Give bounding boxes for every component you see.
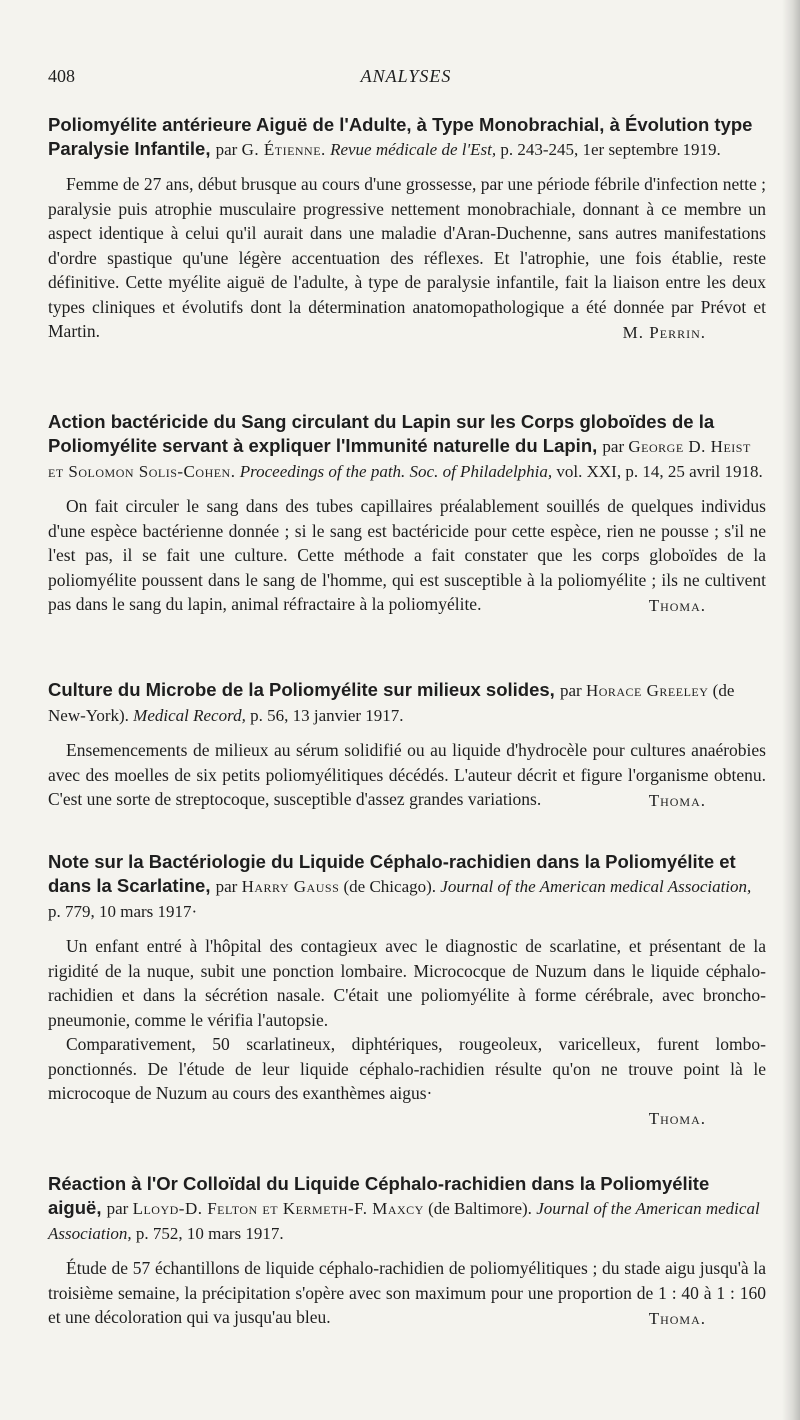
article-journal: Journal of the American medical Association, — [48, 1199, 760, 1243]
article-title-text: Réaction à l'Or Colloïdal du Liquide Céphalo-rachidien dans la Poliomyélite aiguë, — [48, 1173, 710, 1218]
article-paragraph: Comparativement, 50 scarlatineux, diphtériques, rougeoleux, varicelleux, furent lombo-ponctionnés. De l'étude de leur liquide céphalo-rachidien résulte qu'on ne trouve point là le microcoque de Nuzum au cours des exanthèmes aigus· — [48, 1034, 766, 1103]
article-journal: Medical Record, — [133, 706, 246, 725]
page-edge-shadow — [782, 0, 800, 1420]
article-paragraph: Femme de 27 ans, début brusque au cours d'une grossesse, par une période fébrile d'infection nette ; paralysie puis atrophie musculaire progressive nettement monobrachiale, donnant à ce membre un aspect identique à celui qu'il aurait dans une maladie d'Aran-Duchenne, sans autres manifestations d'ordre spastique qu'une légère accentuation des réflexes. Et l'atrophie, une fois établie, reste définitive. Cette myélite aiguë de l'adulte, à type de paralysie infantile, fait la liaison entre les deux types cliniques et évolutifs dont la détermination anatomopathologique a été donnée par Prévot et Martin. — [48, 174, 766, 341]
article-title — [48, 850, 766, 924]
citation-prefix: par — [559, 681, 582, 700]
article-place: (de New-York). — [48, 681, 735, 725]
citation-prefix: par — [215, 140, 238, 159]
article-body — [48, 494, 766, 618]
article-authors: Harry Gauss — [241, 877, 340, 896]
article-journal: Revue médicale de l'Est, — [330, 140, 497, 159]
article-details: p. 779, 10 mars 1917· — [48, 902, 198, 921]
article-body — [48, 934, 766, 1131]
article-title-text: Culture du Microbe de la Poliomyélite sur milieux solides, — [48, 679, 555, 700]
article-authors: G. Étienne. — [241, 140, 326, 159]
article-title — [48, 410, 766, 484]
article-body — [48, 738, 766, 813]
article-place: (de Baltimore). — [428, 1199, 532, 1218]
article-details: vol. XXI, p. 14, 25 avril 1918. — [556, 462, 763, 481]
article-details: p. 752, 10 mars 1917. — [135, 1224, 284, 1243]
article-signature: Thoma. — [648, 595, 706, 615]
page-number: 408 — [48, 66, 75, 86]
article-signature: Thoma. — [648, 1308, 706, 1328]
citation-prefix: par — [106, 1199, 129, 1218]
article-signature: Thoma. — [648, 790, 706, 810]
article-paragraph: Ensemencements de milieux au sérum solidifié ou au liquide d'hydrocèle pour cultures anaérobies avec des moelles de six petits poliomyélitiques décédés. L'auteur décrit et figure l'organisme obtenu. C'est une sorte de streptocoque, susceptible d'assez grandes variations. — [48, 740, 766, 809]
article-title-text: Poliomyélite antérieure Aiguë de l'Adulte, à Type Monobrachial, à Évolution type Paralysie Infantile, — [48, 114, 753, 159]
article-place: (de Chicago). — [343, 877, 437, 896]
article-journal: Journal of the American medical Association, — [440, 877, 752, 896]
article-title — [48, 1172, 766, 1246]
article-body — [48, 1256, 766, 1331]
article-body — [48, 172, 766, 345]
article-authors: Horace Greeley — [585, 681, 709, 700]
article-journal: Proceedings of the path. Soc. of Philadelphia, — [239, 462, 553, 481]
article-paragraph: Un enfant entré à l'hôpital des contagieux avec le diagnostic de scarlatine, et présentant de la rigidité de la nuque, subit une ponction lombaire. Micrococque de Nuzum dans le liquide céphalo-rachidien et dans la sécrétion nasale. C'était une poliomyélite à forme cérébrale, avec broncho-pneumonie, comme le vérifia l'autopsie. — [48, 936, 766, 1030]
article-authors: George D. Heist et Solomon Solis-Cohen. — [48, 437, 751, 481]
running-head — [48, 66, 764, 90]
citation-prefix: par — [215, 877, 238, 896]
article-title — [48, 678, 766, 728]
article-details: p. 56, 13 janvier 1917. — [250, 706, 404, 725]
article-title-text: Action bactéricide du Sang circulant du Lapin sur les Corps globoïdes de la Poliomyélite servant à expliquer l'Immunité naturelle du Lapin, — [48, 411, 715, 456]
article-authors: Lloyd-D. Felton et Kermeth-F. Maxcy — [132, 1199, 424, 1218]
article-paragraph: Étude de 57 échantillons de liquide céphalo-rachidien de poliomyélitiques ; du stade aigu jusqu'à la troisième semaine, la précipitation s'opère avec son maximum pour une proportion de 1 : 40 à 1 : 160 et une décoloration qui va jusqu'au bleu. — [48, 1258, 766, 1327]
article-signature: Thoma. — [648, 1108, 706, 1128]
article-4 — [48, 850, 766, 1131]
article-title — [48, 113, 766, 162]
article-5 — [48, 1172, 766, 1331]
article-details: p. 243-245, 1er septembre 1919. — [500, 140, 721, 159]
article-2 — [48, 410, 766, 618]
article-paragraph: On fait circuler le sang dans des tubes capillaires préalablement souillés de quelques individus d'une espèce bactérienne donnée ; si le sang est bactéricide pour cette espèce, rien ne pousse ; s'il ne l'est pas, il se fait une culture. Cette méthode a fait constater que les corps globoïdes de la poliomyélite poussent dans le sang de l'homme, qui est susceptible à la poliomyélite ; ils ne cultivent pas dans le sang du lapin, animal réfractaire à la poliomyélite. — [48, 496, 766, 614]
article-1 — [48, 113, 766, 345]
article-title-text: Note sur la Bactériologie du Liquide Céphalo-rachidien dans la Poliomyélite et dans la Scarlatine, — [48, 851, 736, 896]
citation-prefix: par — [602, 437, 625, 456]
article-3 — [48, 678, 766, 813]
running-title: ANALYSES — [360, 66, 452, 86]
article-signature: M. Perrin. — [622, 322, 706, 342]
